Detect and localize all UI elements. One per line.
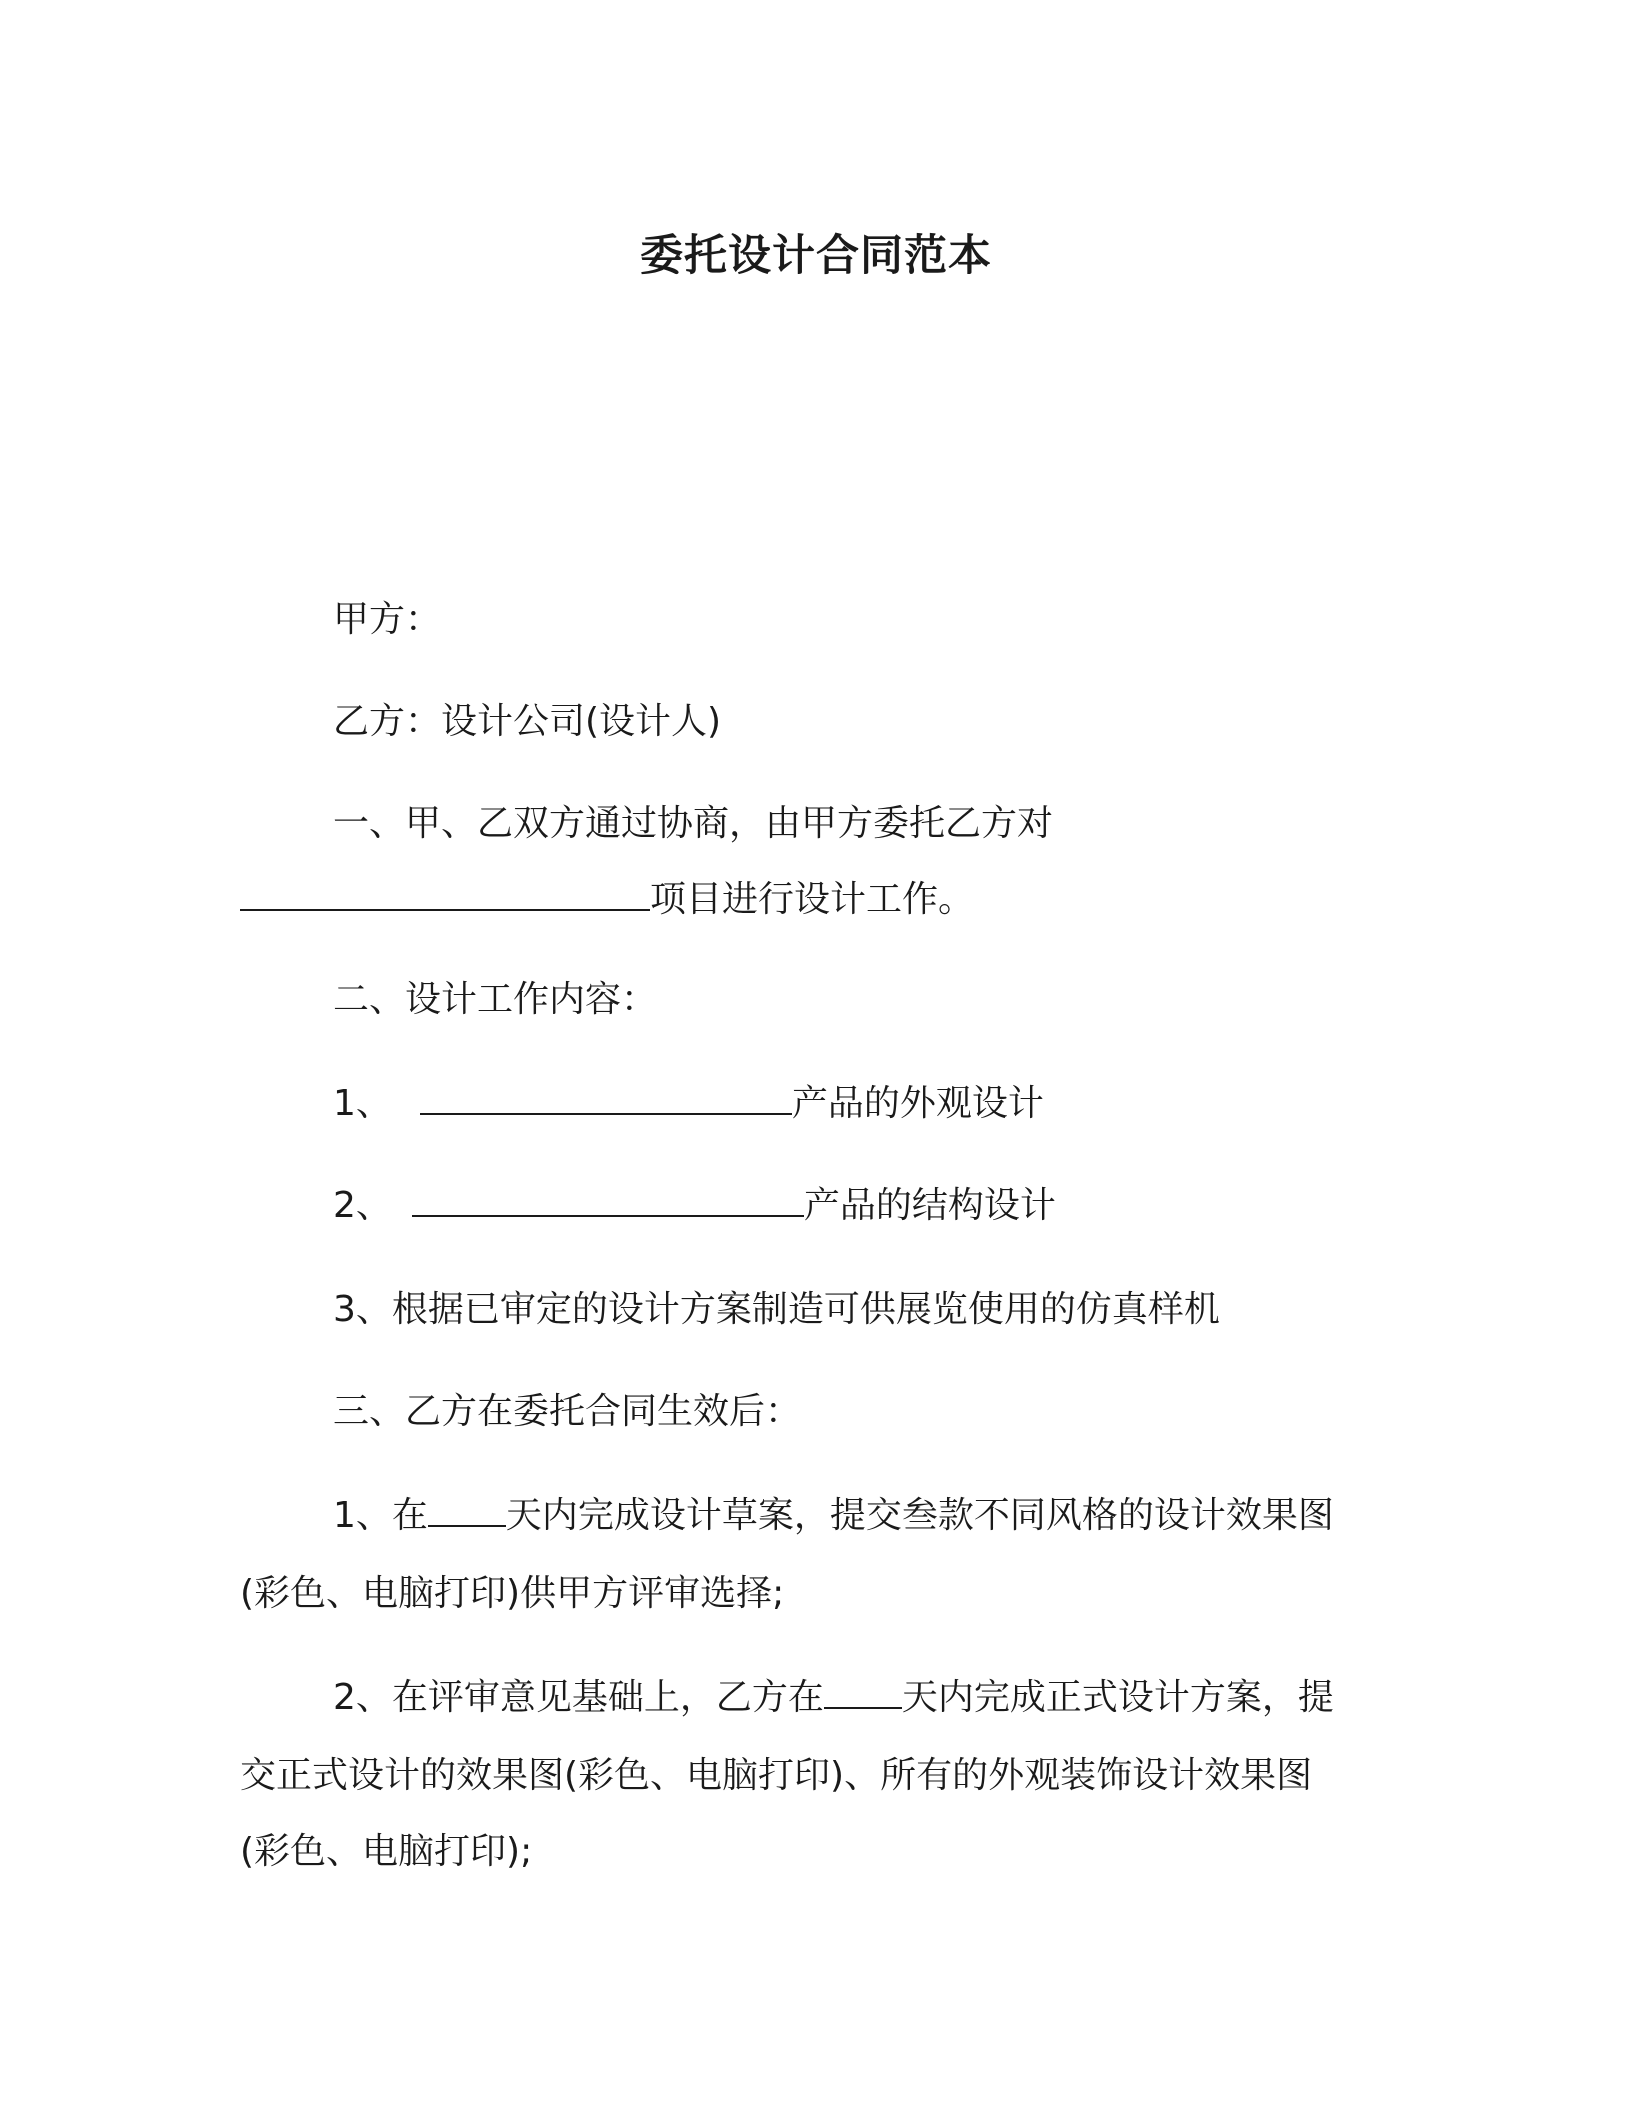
clause-2-item-3: 3、根据已审定的设计方案制造可供展览使用的仿真样机 xyxy=(333,1289,1220,1330)
clause-3-heading: 三、乙方在委托合同生效后： xyxy=(333,1391,802,1432)
clause-3-item-1-prefix: 1、在 xyxy=(333,1495,428,1536)
clause-3-item-1 xyxy=(333,1494,1334,1538)
clause-3-item-1-text: 天内完成设计草案，提交叁款不同风格的设计效果图 xyxy=(505,1495,1334,1536)
clause-2-item-1-text: 产品的外观设计 xyxy=(791,1083,1044,1124)
party-a-line: 甲方： xyxy=(333,599,442,640)
clause-3-item-2-text: 天内完成正式设计方案，提 xyxy=(901,1677,1334,1718)
party-b-line: 乙方：设计公司(设计人) xyxy=(333,701,722,742)
structure-product-blank[interactable] xyxy=(412,1185,804,1217)
clause-2-item-1 xyxy=(333,1082,1044,1126)
clause-2-item-2-number: 2、 xyxy=(333,1185,392,1226)
clause-2-item-2 xyxy=(333,1184,1056,1228)
clause-2-item-2-text: 产品的结构设计 xyxy=(803,1185,1056,1226)
draft-days-blank[interactable] xyxy=(428,1495,506,1527)
clause-1-suffix: 项目进行设计工作。 xyxy=(650,879,975,920)
clause-3-item-2-prefix: 2、在评审意见基础上，乙方在 xyxy=(333,1677,824,1718)
clause-1-line-2 xyxy=(240,878,974,922)
document-title: 委托设计合同范本 xyxy=(640,231,992,281)
clause-3-item-2-line-2: 交正式设计的效果图(彩色、电脑打印)、所有的外观装饰设计效果图 xyxy=(240,1755,1313,1796)
clause-3-item-2 xyxy=(333,1676,1334,1720)
clause-2-item-1-number: 1、 xyxy=(333,1083,392,1124)
appearance-product-blank[interactable] xyxy=(420,1083,792,1115)
clause-3-item-1-line-2: (彩色、电脑打印)供甲方评审选择; xyxy=(240,1573,785,1614)
project-name-blank[interactable] xyxy=(240,879,650,911)
clause-1-line-1: 一、甲、乙双方通过协商，由甲方委托乙方对 xyxy=(333,803,1054,844)
clause-2-heading: 二、设计工作内容： xyxy=(333,979,658,1020)
clause-3-item-2-line-3: (彩色、电脑打印); xyxy=(240,1831,533,1872)
formal-design-days-blank[interactable] xyxy=(824,1677,902,1709)
